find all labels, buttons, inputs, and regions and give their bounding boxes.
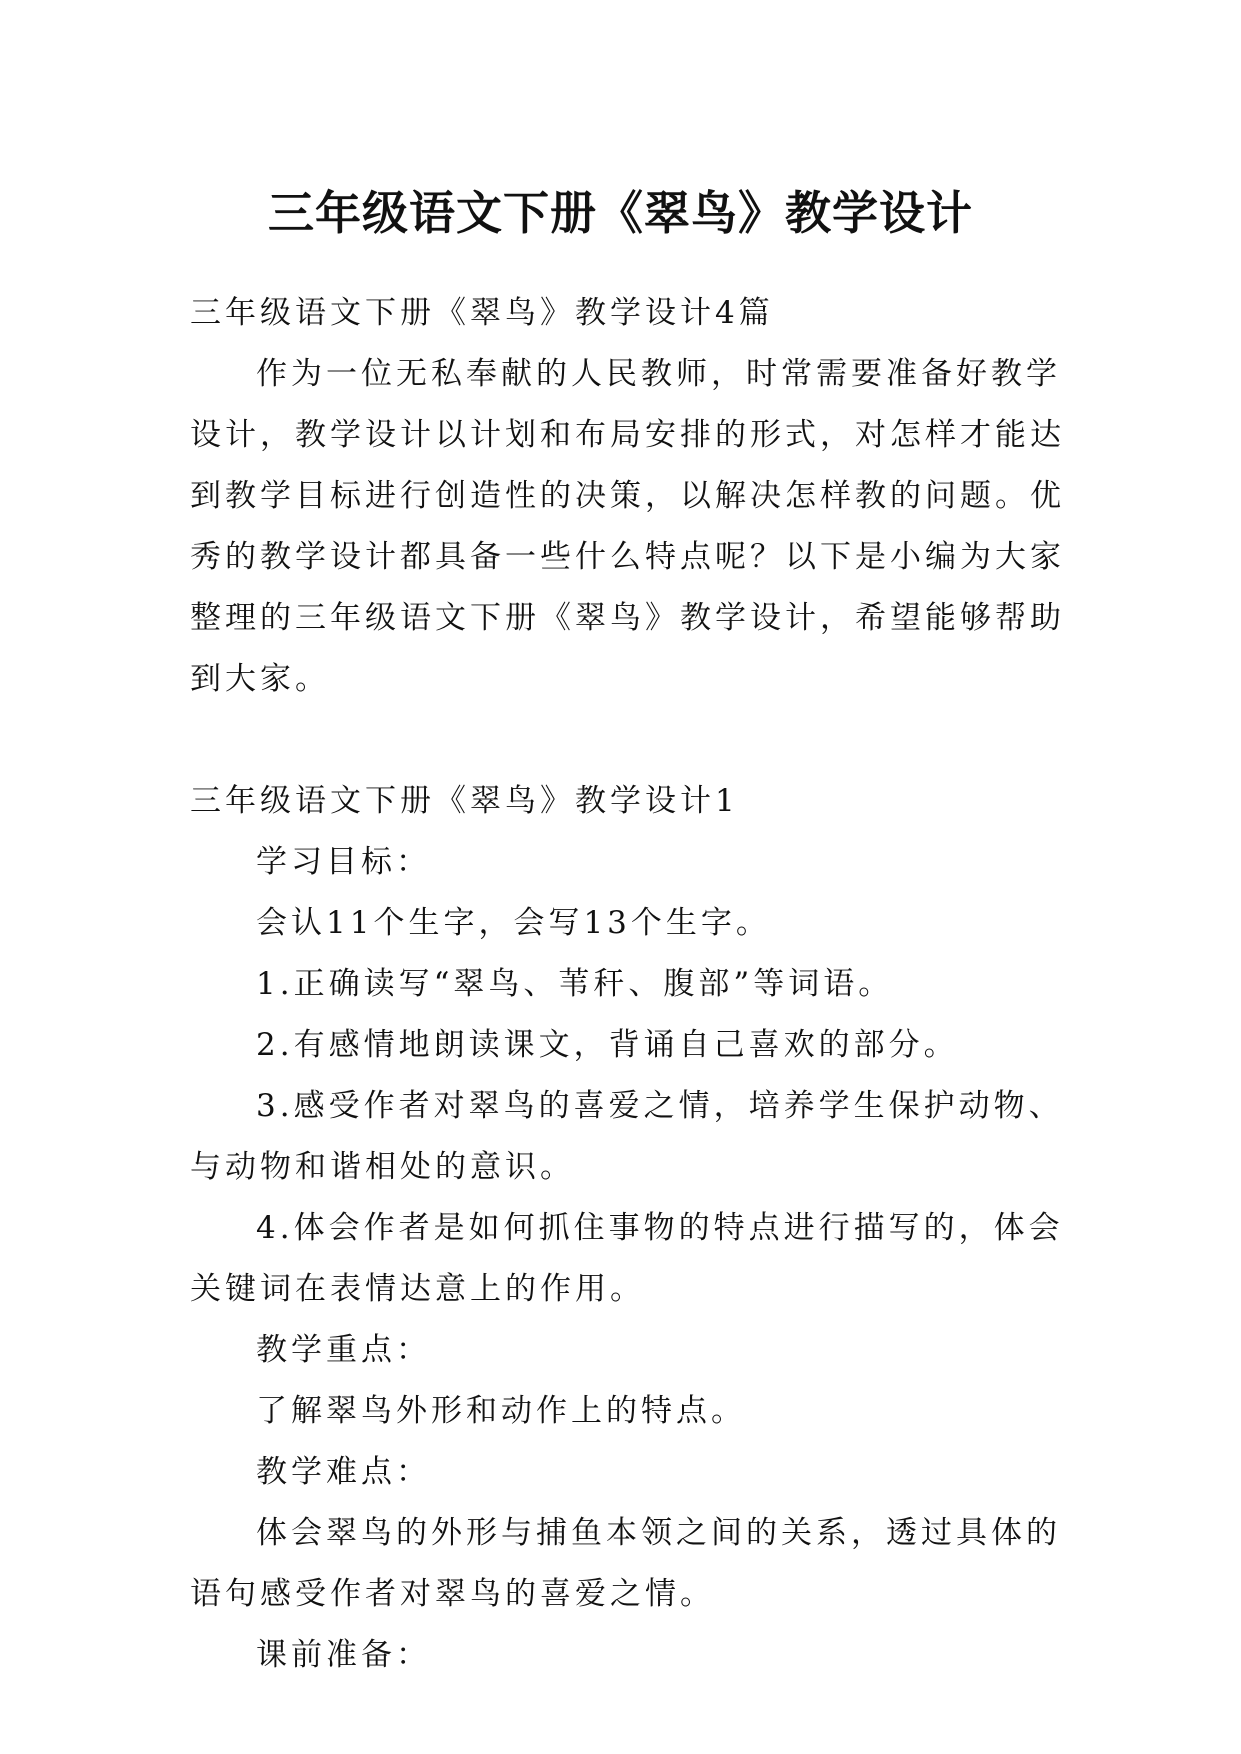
- goal-item-1: 1.正确读写“翠鸟、苇秆、腹部”等词语。: [256, 966, 894, 1002]
- goal-item-3: 3.感受作者对翠鸟的喜爱之情，培养学生保护动物、与动物和谐相处的意识。: [190, 1088, 1064, 1185]
- intro-paragraph: 作为一位无私奉献的人民教师，时常需要准备好教学设计，教学设计以计划和布局安排的形式，对怎样才能达到教学目标进行创造性的决策，以解决怎样教的问题。优秀的教学设计都具备一些什么特点呢？以下是小编为大家整理的三年级语文下册《翠鸟》教学设计，希望能够帮助到大家。: [190, 356, 1065, 697]
- key-point-text: 了解翠鸟外形和动作上的特点。: [256, 1393, 746, 1429]
- document-body: [190, 283, 1070, 1686]
- preparation-label: 课前准备：: [256, 1637, 431, 1673]
- document-title: 三年级语文下册《翠鸟》教学设计: [268, 185, 973, 240]
- section-heading: 三年级语文下册《翠鸟》教学设计1: [190, 783, 739, 819]
- document-subtitle: 三年级语文下册《翠鸟》教学设计4篇: [190, 295, 774, 331]
- goal-item-4: 4.体会作者是如何抓住事物的特点进行描写的，体会关键词在表情达意上的作用。: [190, 1210, 1064, 1307]
- difficulty-text: 体会翠鸟的外形与捕鱼本领之间的关系，透过具体的语句感受作者对翠鸟的喜爱之情。: [190, 1515, 1061, 1612]
- paragraph-spacer: [190, 710, 1070, 771]
- goal-characters: 会认11个生字，会写13个生字。: [256, 905, 771, 941]
- key-point-label: 教学重点：: [256, 1332, 431, 1368]
- goal-item-2: 2.有感情地朗读课文，背诵自己喜欢的部分。: [256, 1027, 959, 1063]
- difficulty-label: 教学难点：: [256, 1454, 431, 1490]
- goals-label: 学习目标：: [256, 844, 431, 880]
